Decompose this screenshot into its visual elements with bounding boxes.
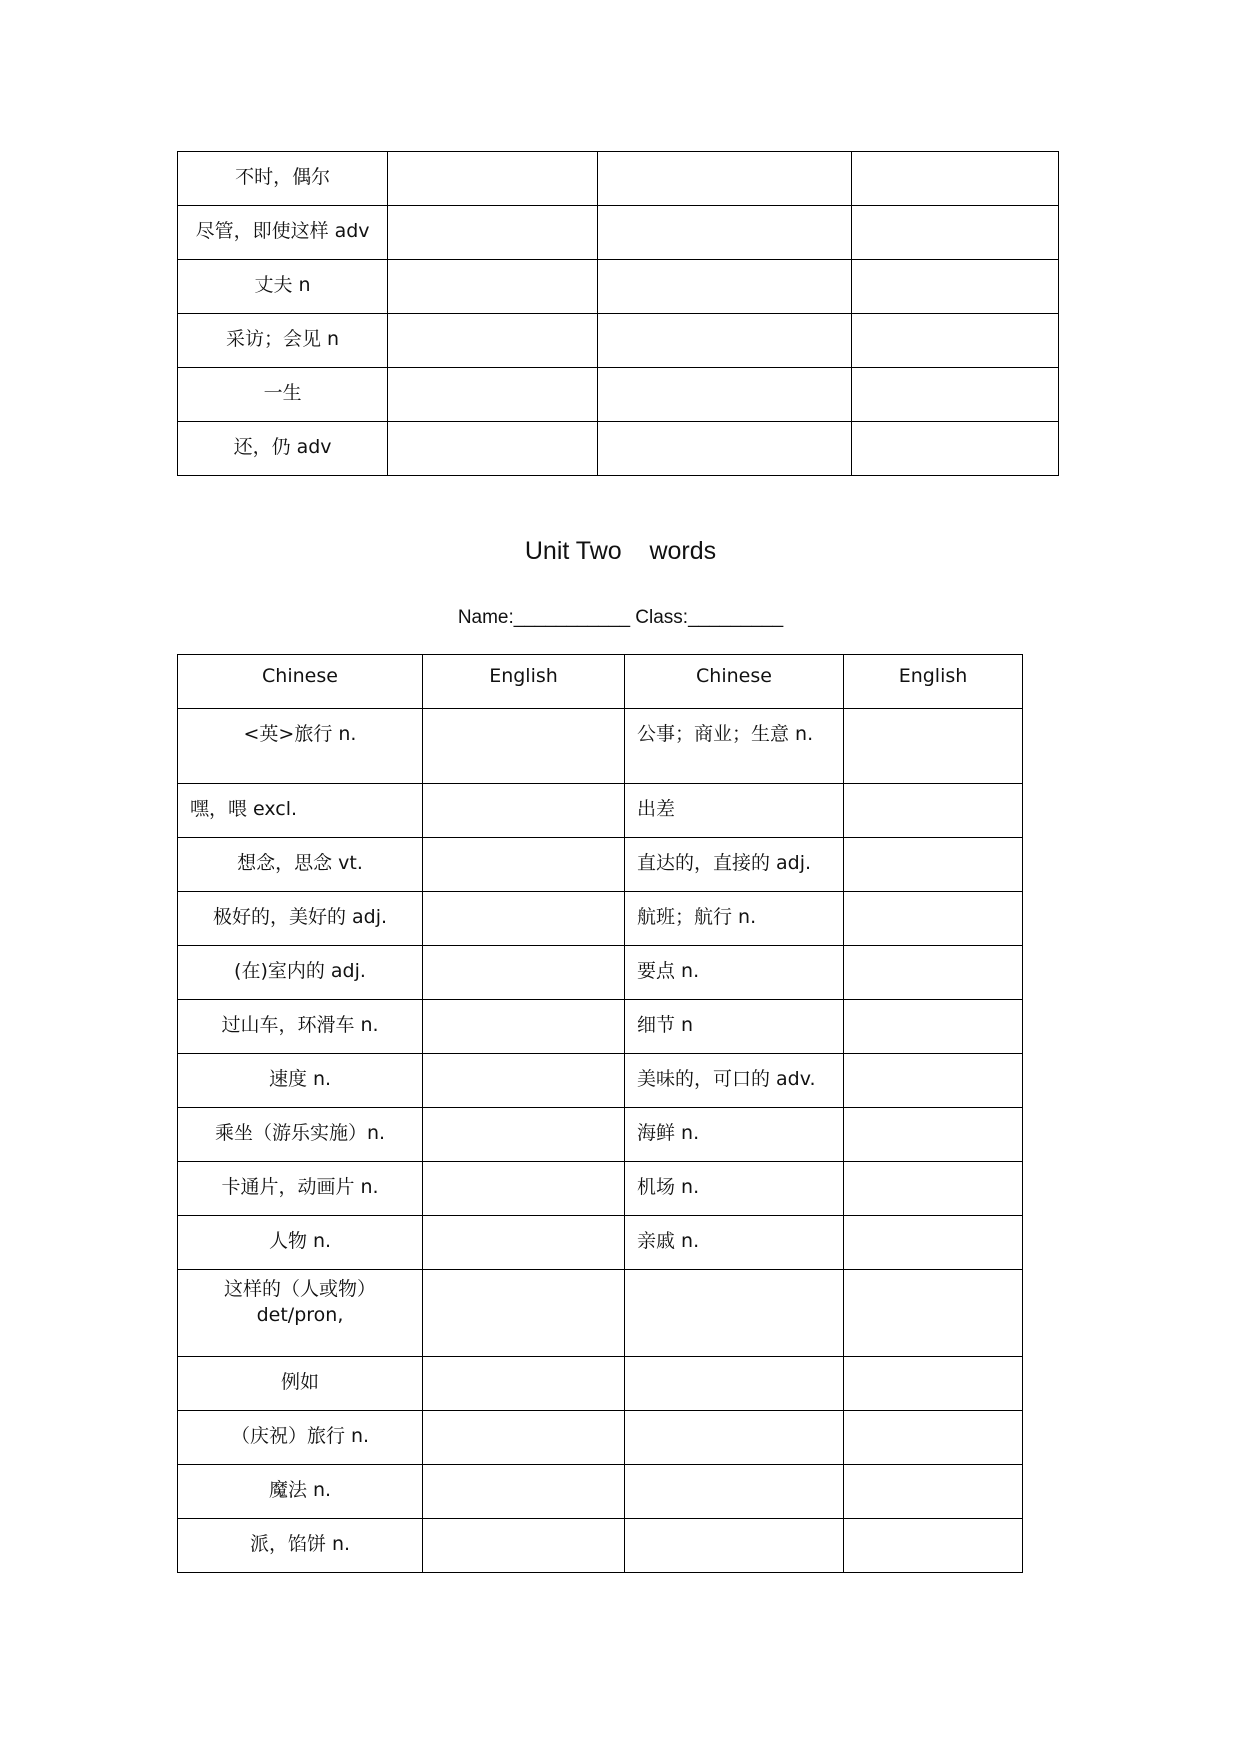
- chinese-cell: 直达的，直接的 adj.: [625, 838, 844, 892]
- header-row: [178, 655, 1023, 709]
- table-row: [178, 1465, 1023, 1519]
- table-row: [178, 152, 1059, 206]
- chinese-cell: 卡通片，动画片 n.: [178, 1162, 423, 1216]
- answer-cell[interactable]: [423, 1357, 625, 1411]
- answer-cell[interactable]: [844, 1519, 1023, 1573]
- answer-cell[interactable]: [423, 1411, 625, 1465]
- chinese-cell: 要点 n.: [625, 946, 844, 1000]
- chinese-cell: [625, 1465, 844, 1519]
- answer-cell[interactable]: [844, 1465, 1023, 1519]
- answer-cell[interactable]: [844, 1411, 1023, 1465]
- answer-cell[interactable]: [844, 946, 1023, 1000]
- chinese-cell: 机场 n.: [625, 1162, 844, 1216]
- chinese-cell: 想念，思念 vt.: [178, 838, 423, 892]
- table-row: [178, 892, 1023, 946]
- answer-cell[interactable]: [423, 1216, 625, 1270]
- answer-cell[interactable]: [851, 152, 1058, 206]
- chinese-cell: 例如: [178, 1357, 423, 1411]
- answer-cell[interactable]: [598, 368, 852, 422]
- table-row: [178, 206, 1059, 260]
- table-row: [178, 1411, 1023, 1465]
- chinese-cell: 公事；商业；生意 n.: [625, 709, 844, 784]
- chinese-cell: [625, 1270, 844, 1357]
- answer-cell[interactable]: [598, 260, 852, 314]
- table-row: [178, 260, 1059, 314]
- table-row: [178, 1216, 1023, 1270]
- answer-cell[interactable]: [598, 314, 852, 368]
- chinese-cell-line: 这样的（人或物）: [223, 1278, 376, 1300]
- table-row: [178, 784, 1023, 838]
- answer-cell[interactable]: [388, 422, 598, 476]
- table-row: [178, 1270, 1023, 1357]
- answer-cell[interactable]: [844, 1108, 1023, 1162]
- answer-cell[interactable]: [844, 1162, 1023, 1216]
- chinese-cell: 不时，偶尔: [178, 152, 388, 206]
- chinese-cell: 亲戚 n.: [625, 1216, 844, 1270]
- answer-cell[interactable]: [388, 314, 598, 368]
- chinese-cell: 速度 n.: [178, 1054, 423, 1108]
- chinese-cell: 乘坐（游乐实施）n.: [178, 1108, 423, 1162]
- answer-cell[interactable]: [844, 1216, 1023, 1270]
- answer-cell[interactable]: [598, 152, 852, 206]
- table-row: [178, 1108, 1023, 1162]
- column-header: English: [844, 655, 1023, 709]
- answer-cell[interactable]: [423, 1465, 625, 1519]
- answer-cell[interactable]: [388, 206, 598, 260]
- answer-cell[interactable]: [423, 1162, 625, 1216]
- answer-cell[interactable]: [423, 946, 625, 1000]
- table-row: [178, 314, 1059, 368]
- answer-cell[interactable]: [423, 1519, 625, 1573]
- chinese-cell: [625, 1357, 844, 1411]
- answer-cell[interactable]: [423, 709, 625, 784]
- table-row: [178, 422, 1059, 476]
- answer-cell[interactable]: [851, 314, 1058, 368]
- answer-cell[interactable]: [388, 152, 598, 206]
- chinese-cell: （庆祝）旅行 n.: [178, 1411, 423, 1465]
- answer-cell[interactable]: [423, 1270, 625, 1357]
- column-header: English: [423, 655, 625, 709]
- chinese-cell: [625, 1519, 844, 1573]
- table-row: [178, 1357, 1023, 1411]
- answer-cell[interactable]: [844, 1000, 1023, 1054]
- chinese-cell: 派，馅饼 n.: [178, 1519, 423, 1573]
- answer-cell[interactable]: [844, 784, 1023, 838]
- answer-cell[interactable]: [844, 1270, 1023, 1357]
- chinese-cell: 极好的，美好的 adj.: [178, 892, 423, 946]
- answer-cell[interactable]: [423, 1108, 625, 1162]
- chinese-cell: 采访；会见 n: [178, 314, 388, 368]
- answer-cell[interactable]: [423, 892, 625, 946]
- answer-cell[interactable]: [423, 1054, 625, 1108]
- chinese-cell: [625, 1411, 844, 1465]
- table-row: [178, 368, 1059, 422]
- table-row: [178, 838, 1023, 892]
- chinese-cell: 还，仍 adv: [178, 422, 388, 476]
- chinese-cell: [178, 1270, 423, 1357]
- table-row: [178, 1162, 1023, 1216]
- chinese-cell: 航班；航行 n.: [625, 892, 844, 946]
- table-row: [178, 946, 1023, 1000]
- chinese-cell: 出差: [625, 784, 844, 838]
- chinese-cell: 美味的，可口的 adv.: [625, 1054, 844, 1108]
- chinese-cell: 一生: [178, 368, 388, 422]
- chinese-cell: 过山车，环滑车 n.: [178, 1000, 423, 1054]
- answer-cell[interactable]: [388, 260, 598, 314]
- page-title: Unit Two words: [524, 537, 717, 565]
- column-header: Chinese: [625, 655, 844, 709]
- chinese-cell: 人物 n.: [178, 1216, 423, 1270]
- chinese-cell: 尽管，即使这样 adv: [178, 206, 388, 260]
- answer-cell[interactable]: [598, 422, 852, 476]
- top-vocab-table: [177, 151, 1059, 476]
- answer-cell[interactable]: [851, 422, 1058, 476]
- chinese-cell: (在)室内的 adj.: [178, 946, 423, 1000]
- answer-cell[interactable]: [844, 1054, 1023, 1108]
- chinese-cell: 海鲜 n.: [625, 1108, 844, 1162]
- answer-cell[interactable]: [844, 892, 1023, 946]
- table-row: [178, 1054, 1023, 1108]
- table-row: [178, 1519, 1023, 1573]
- table-row: [178, 709, 1023, 784]
- answer-cell[interactable]: [844, 838, 1023, 892]
- chinese-cell-line: det/pron,: [256, 1304, 344, 1326]
- name-class-line: Name:___________ Class:_________: [457, 607, 784, 628]
- answer-cell[interactable]: [851, 368, 1058, 422]
- unit-two-vocab-table: [177, 654, 1023, 1573]
- answer-cell[interactable]: [423, 784, 625, 838]
- answer-cell[interactable]: [844, 1357, 1023, 1411]
- table-row: [178, 1000, 1023, 1054]
- answer-cell[interactable]: [598, 206, 852, 260]
- answer-cell[interactable]: [388, 368, 598, 422]
- chinese-cell: <英>旅行 n.: [178, 709, 423, 784]
- chinese-cell: 丈夫 n: [178, 260, 388, 314]
- column-header: Chinese: [178, 655, 423, 709]
- chinese-cell: 嘿，喂 excl.: [178, 784, 423, 838]
- answer-cell[interactable]: [423, 1000, 625, 1054]
- chinese-cell: 细节 n: [625, 1000, 844, 1054]
- answer-cell[interactable]: [851, 206, 1058, 260]
- answer-cell[interactable]: [423, 838, 625, 892]
- answer-cell[interactable]: [844, 709, 1023, 784]
- chinese-cell: 魔法 n.: [178, 1465, 423, 1519]
- answer-cell[interactable]: [851, 260, 1058, 314]
